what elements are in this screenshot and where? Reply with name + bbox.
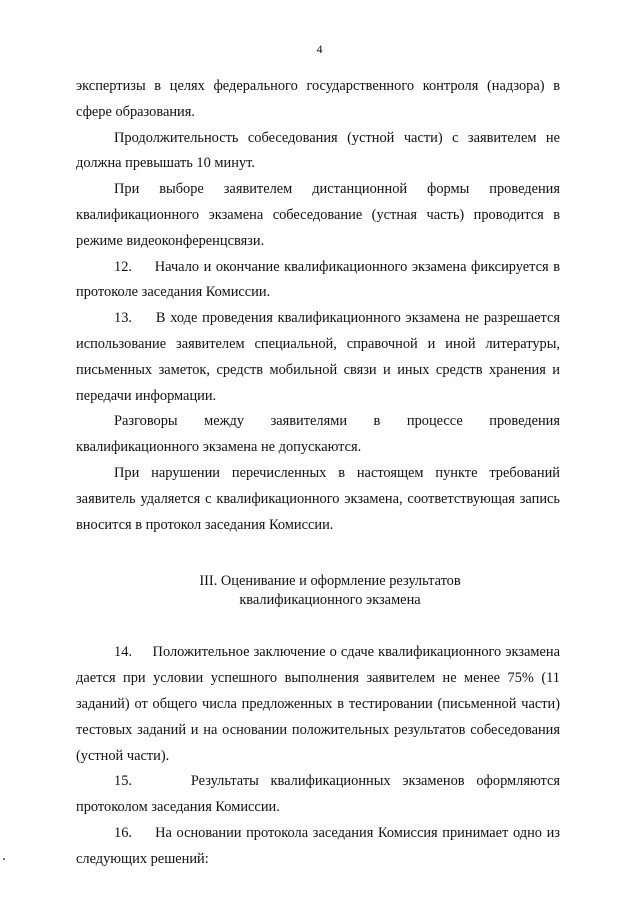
paragraph-13: 13. В ходе проведения квалификационного экзамена не разрешается использование заявителем специальной, справочной и иной литературы, письменных заметок, средств мобильной связи и иных средств хранения и передачи информации. [76, 310, 560, 404]
paragraph-12: 12. Начало и окончание квалификационного экзамена фиксируется в протоколе заседания Комиссии. [76, 258, 560, 301]
paragraph-violation: При нарушении перечисленных в настоящем пункте требований заявитель удаляется с квалификационного экзамена, соответствующая запись вносится в протокол заседания Комиссии. [76, 464, 560, 533]
paragraph-15: 15. Результаты квалификационных экзаменов оформляются протоколом заседания Комиссии. [76, 773, 560, 816]
paragraph-14: 14. Положительное заключение о сдаче квалификационного экзамена дается при условии успешного выполнения заявителем не менее 75% (11 заданий) от общего числа предложенных в тестировании (письменной части) тестовых заданий и на основании положительных результатов собеседования (устной части). [76, 644, 560, 764]
section-heading [76, 572, 560, 610]
paragraph-16: 16. На основании протокола заседания Комиссия принимает одно из следующих решений: [76, 824, 560, 867]
page-number: 4 [316, 42, 323, 56]
paragraph-remote-form: При выборе заявителем дистанционной формы проведения квалификационного экзамена собеседование (устная часть) проводится в режиме видеоконференцсвязи. [76, 181, 560, 249]
document-body [76, 74, 560, 873]
section-heading-line-1: III. Оценивание и оформление результатов [199, 573, 461, 590]
paragraph-interview-duration: Продолжительность собеседования (устной части) с заявителем не должна превышать 10 минут. [76, 129, 560, 172]
paragraph-conversations: Разговоры между заявителями в процессе проведения квалификационного экзамена не допускаются. [76, 413, 560, 456]
section-heading-line-2: квалификационного экзамена [239, 592, 421, 609]
scan-mark [3, 858, 5, 860]
paragraph-continuation: экспертизы в целях федерального государственного контроля (надзора) в сфере образования. [76, 78, 560, 120]
